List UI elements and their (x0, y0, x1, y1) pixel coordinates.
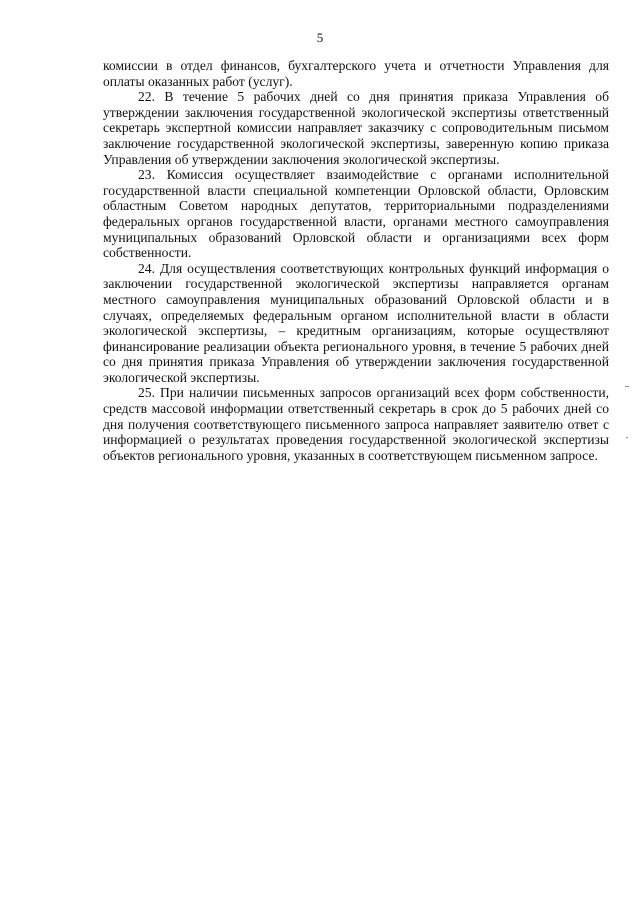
paragraph-21-continuation: комиссии в отдел финансов, бухгалтерского учета и отчетности Управления для оплаты оказанных работ (услуг). (103, 58, 609, 89)
paragraph-24: 24. Для осуществления соответствующих контрольных функций информация о заключении государственной экологической экспертизы направляется органам местного самоуправления муниципальных образований Орловской области и в случаях, определяемых федеральным органом исполнительной власти в области экологической экспертизы, – кредитным организациям, которые осуществляют финансирование реализации объекта регионального уровня, в течение 5 рабочих дней со дня принятия приказа Управления об утверждении заключения государственной экологической экспертизы. (103, 260, 609, 385)
paragraph-22: 22. В течение 5 рабочих дней со дня принятия приказа Управления об утверждении заключения государственной экологической экспертизы ответственный секретарь экспертной комиссии направляет заказчику с сопроводительным письмом заключение государственной экологической экспертизы, заверенную копию приказа Управления об утверждении заключения экологической экспертизы. (103, 89, 609, 167)
scan-speck (626, 437, 628, 438)
document-body (103, 58, 609, 463)
paragraph-25: 25. При наличии письменных запросов организаций всех форм собственности, средств массовой информации ответственный секретарь в срок до 5 рабочих дней со дня получения соответствующего письменного запроса направляет заявителю ответ с информацией о результатах проведения государственной экологической экспертизы объектов регионального уровня, указанных в соответствующем письменном запросе. (103, 385, 609, 463)
paragraph-23: 23. Комиссия осуществляет взаимодействие с органами исполнительной государственной власти специальной компетенции Орловской области, Орловским областным Советом народных депутатов, территориальными подразделениями федеральных органов государственной власти, органами местного самоуправления муниципальных образований Орловской области и организациями всех форм собственности. (103, 167, 609, 261)
scan-speck (625, 386, 629, 387)
page-number: 5 (316, 30, 324, 45)
